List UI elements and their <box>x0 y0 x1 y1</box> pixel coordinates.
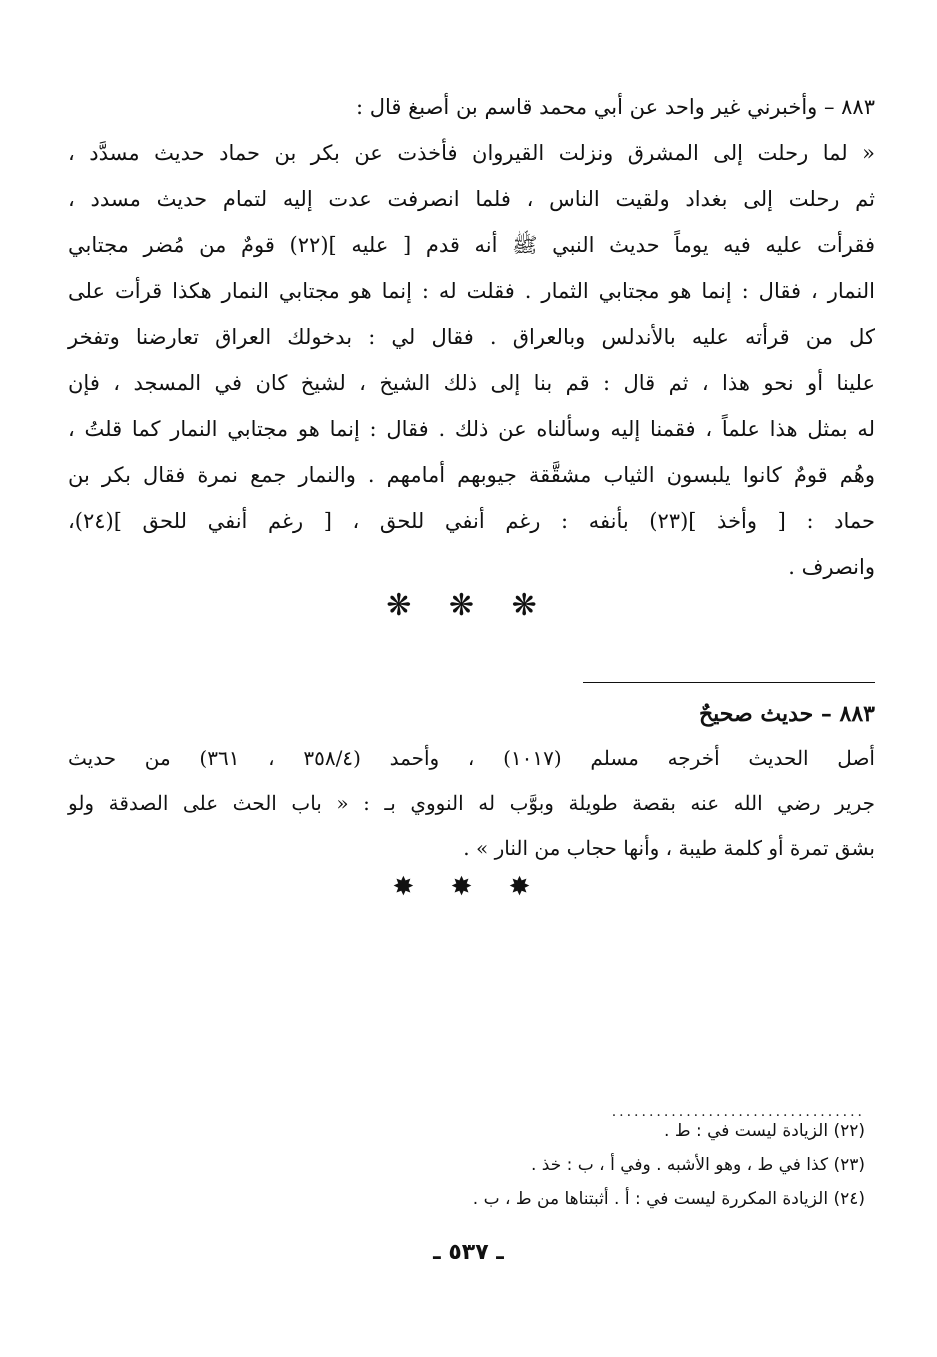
takhrij-block <box>68 692 875 871</box>
narration-line: « لما رحلت إلى المشرق ونزلت القيروان فأخذت عن بكر بن حماد حديث مسدَّد ، <box>68 141 875 165</box>
footnotes-block <box>200 1114 865 1216</box>
narration-line: فقرأت عليه فيه يوماً حديث النبي ﷺ أنه قدم [ عليه ](٢٢) قومٌ من مُضر مجتابي <box>68 233 875 257</box>
footnote-24: (٢٤) الزيادة المكررة ليست في : أ . أثبتناها من ط ، ب . <box>472 1189 865 1209</box>
footnote-23: (٢٣) كذا في ط ، وهو الأشبه . وفي أ ، ب : خذ . <box>531 1155 865 1175</box>
footnote-dotted-rule: .................................. <box>611 1104 865 1120</box>
narration-line: النمار ، فقال : إنما هو مجتابي الثمار . فقلت له : إنما هو مجتابي النمار هكذا قرأت على <box>68 279 875 303</box>
narration-line: له بمثل هذا علماً ، فقمنا إليه وسألناه عن ذلك . فقال : إنما هو مجتابي النمار كما قلتُ ، <box>68 417 875 441</box>
footnote-22: (٢٢) الزيادة ليست في : ط . <box>664 1121 865 1141</box>
takhrij-line: بشق تمرة أو كلمة طيبة ، وأنها حجاب من النار » . <box>463 836 875 860</box>
end-separator-stars: ✸ ✸ ✸ <box>392 872 545 902</box>
takhrij-line: أصل الحديث أخرجه مسلم (١٠١٧) ، وأحمد (٣٥٨/٤ ، ٣٦١) من حديث <box>68 746 875 770</box>
narration-line: حماد : [ وأخذ ](٢٣) بأنفه : رغم أنفي للحق ، [ رغم أنفي للحق ](٢٤)، <box>68 509 876 533</box>
takhrij-divider-rule <box>583 682 875 683</box>
takhrij-line: جرير رضي الله عنه بقصة طويلة وبوَّب له النووي بـ : « باب الحث على الصدقة ولو <box>68 791 875 815</box>
narration-line: كل من قرأته عليه بالأندلس وبالعراق . فقال لي : بدخولك العراق تعارضنا وتفخر <box>68 325 875 349</box>
narration-line: علينا أو نحو هذا ، ثم قال : قم بنا إلى ذلك الشيخ ، لشيخ كان في المسجد ، فإن <box>68 371 875 395</box>
narration-line: ثم رحلت إلى بغداد ولقيت الناس ، فلما انصرفت عدت إليه لتمام حديث مسدد ، <box>68 187 875 211</box>
section-separator-stars: ❋ ❋ ❋ <box>386 588 551 623</box>
narration-line: ٨٨٣ – وأخبرني غير واحد عن أبي محمد قاسم بن أصبغ قال : <box>355 95 875 119</box>
narration-line: وانصرف . <box>788 555 875 579</box>
page-number: ـ ٥٣٧ ـ <box>433 1240 504 1265</box>
narration-block <box>68 84 875 590</box>
takhrij-heading: ٨٨٣ – حديث صحيحٌ <box>698 701 875 727</box>
narration-line: وهُم قومٌ كانوا يلبسون الثياب مشقَّقة جيوبهم أمامهم . والنمار جمع نمرة فقال بكر بن <box>68 463 875 487</box>
